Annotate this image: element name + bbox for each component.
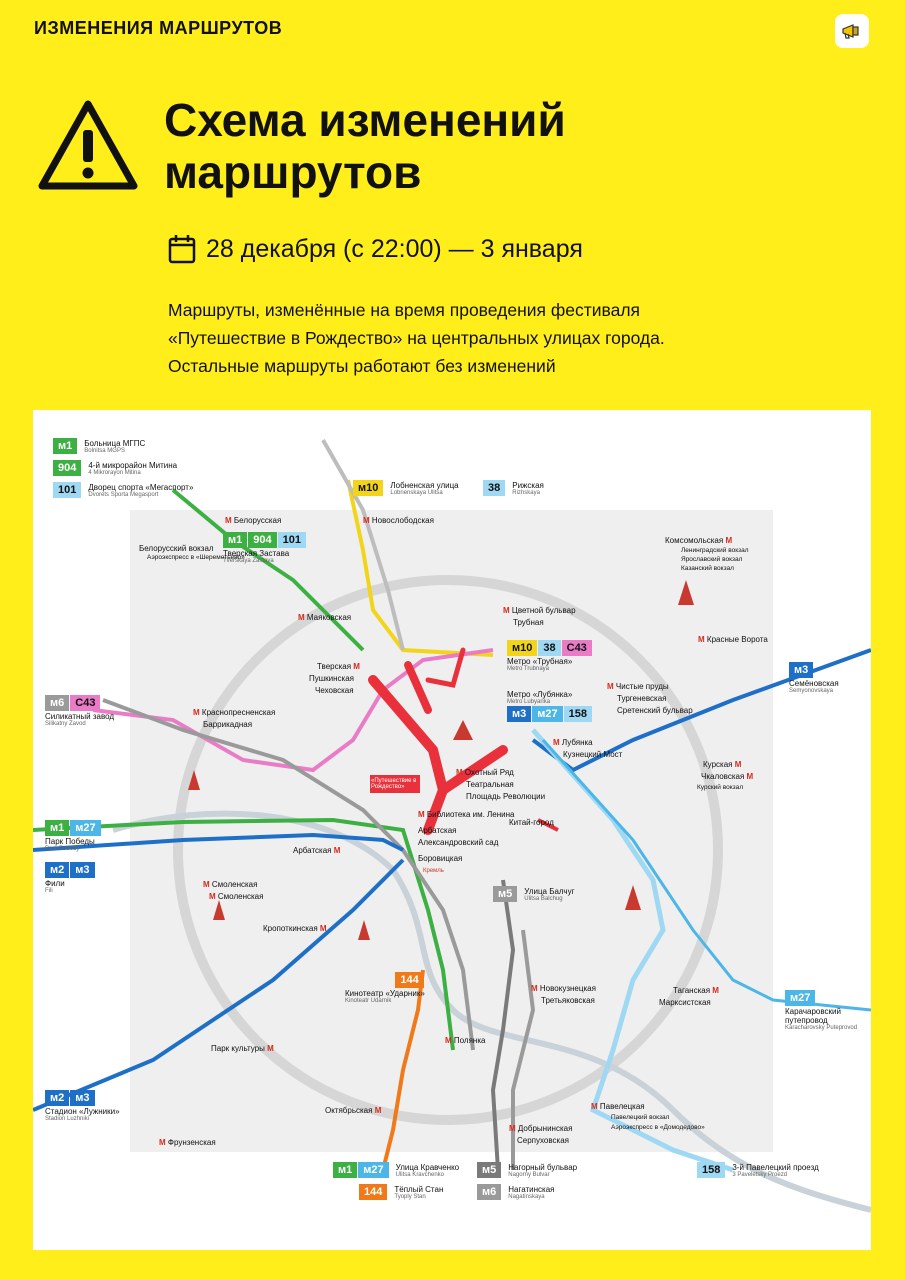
terminal-trubnaya[interactable]: м10 38 С43 Метро «Трубная» Metro Trubnaya: [507, 640, 593, 672]
megaphone-icon: [841, 22, 863, 40]
station-label: Сретенский бульвар: [617, 706, 693, 715]
station-label: М Маяковская: [298, 613, 352, 622]
terminal-lubyanka[interactable]: м3 м27 158 Метро «Лубянка» Metro Lubyanka: [507, 690, 593, 722]
station-label: Китай-город: [509, 818, 554, 827]
terminal-balchug[interactable]: м5 Улица Балчуг Ulitsa Balchug: [493, 886, 574, 902]
station-label: М Новослободская: [363, 516, 434, 525]
terminal-fili[interactable]: м2 м3 Фили Fili: [45, 862, 96, 894]
station-label: Аэроэкспресс в «Домодедово»: [611, 1124, 705, 1131]
station-label: Кузнецкий Мост: [563, 750, 623, 759]
terminal-kravchenko[interactable]: м1 м27 Улица Кравченко Ulitsa Kravchenko: [333, 1162, 459, 1178]
station-label: Кропоткинская М: [263, 924, 327, 933]
terminal-nagorny[interactable]: м5 Нагорный бульвар Nagorny Bulvar: [477, 1162, 577, 1178]
station-label: М Библиотека им. Ленина: [418, 810, 515, 819]
station-label: Баррикадная: [203, 720, 253, 729]
title-line1: Схема изменений: [164, 94, 566, 146]
station-label: Кремль: [423, 868, 444, 874]
route-map[interactable]: [33, 410, 871, 1250]
terminal-luzhniki[interactable]: м2 м3 Стадион «Лужники» Stadion Luzhniki: [45, 1092, 120, 1122]
date-range: 28 декабря (с 22:00) — 3 января: [206, 234, 583, 263]
station-label: М Смоленская: [203, 880, 258, 889]
station-label: Боровицкая: [418, 854, 463, 863]
station-label: М Фрунзенская: [159, 1138, 216, 1147]
terminal-semenovskaya[interactable]: м3 Семёновская Semyonovskaya: [789, 664, 839, 694]
station-label: Театральная: [466, 780, 514, 789]
station-label: М Полянка: [445, 1036, 486, 1045]
legend-label: Дворец спорта «Мегаспорт» Dvorets Sporta Megasport: [88, 482, 194, 498]
terminal-udarnik[interactable]: 144 Кинотеатр «Ударник» Kinoteatr Udarnik: [345, 974, 425, 1004]
desc-line3: Остальные маршруты работают без изменений: [168, 356, 556, 376]
station-label: М Смоленская: [209, 892, 264, 901]
route-chip: 101: [53, 482, 81, 498]
terminal-rizhskaya[interactable]: 38 Рижская Rizhskaya: [483, 480, 544, 496]
station-label: Белорусский вокзал: [139, 544, 214, 553]
route-chip: 904: [53, 460, 81, 476]
terminal-lobnenskaya[interactable]: м10 Лобненская улица Lobnenskaya Ulitsa: [353, 480, 459, 496]
station-label: Трубная: [513, 618, 544, 627]
page-title: [164, 94, 566, 198]
terminal-teply-stan[interactable]: 144 Тёплый Стан Tyoply Stan: [359, 1184, 443, 1200]
terminal-nagatinskaya[interactable]: м6 Нагатинская Nagatinskaya: [477, 1184, 555, 1200]
terminal-silikatny[interactable]: м6 С43 Силикатный завод Silikatny Zavod: [45, 697, 115, 727]
station-label: М Охотный Ряд: [456, 768, 514, 777]
station-label: Ленинградский вокзал: [681, 547, 749, 554]
station-label: Марксистская: [659, 998, 711, 1007]
station-label: М Краснопресненская: [193, 708, 276, 717]
station-label: М Цветной бульвар: [503, 606, 576, 615]
festival-label: «Путешествие в Рождество»: [371, 778, 417, 790]
terminal-park-pobedy[interactable]: м1 м27 Парк Победы Park Pobedy: [45, 820, 102, 852]
section-title: ИЗМЕНЕНИЯ МАРШРУТОВ: [34, 18, 283, 38]
station-label: Площадь Революции: [466, 792, 546, 801]
station-label: Казанский вокзал: [681, 565, 734, 572]
station-label: М Лубянка: [553, 738, 593, 747]
station-label: Серпуховская: [517, 1136, 569, 1145]
station-label: Аэроэкспресс в «Шереметьево»: [147, 554, 245, 561]
station-label: Ярославский вокзал: [681, 556, 743, 563]
desc-line2: «Путешествие в Рождество» на центральных улицах города.: [168, 328, 665, 348]
station-label: Курская М: [703, 760, 742, 769]
station-label: Арбатская: [418, 826, 457, 835]
station-label: М Добрынинская: [509, 1124, 573, 1133]
legend-item: [53, 482, 193, 498]
station-label: Комсомольская М: [665, 536, 733, 545]
station-label: Третьяковская: [541, 996, 595, 1005]
station-label: М Новокузнецкая: [531, 984, 596, 993]
terminal-tverskaya-zastava[interactable]: м1 904 101 Тверская Застава Tverskaya Zastava: [223, 532, 307, 564]
station-label: Курский вокзал: [697, 784, 744, 791]
title-line2: маршрутов: [164, 146, 422, 198]
station-label: Пушкинская: [309, 674, 355, 683]
date-row: [168, 234, 583, 264]
station-label: М Красные Ворота: [698, 635, 768, 644]
station-label: Тургеневская: [617, 694, 667, 703]
station-label: Павелецкий вокзал: [611, 1114, 670, 1121]
legend-item: [53, 460, 177, 476]
route-chip: м1: [53, 438, 77, 454]
station-label: Тверская М: [317, 662, 360, 671]
station-label: Александровский сад: [418, 838, 499, 847]
station-label: Чеховская: [315, 686, 354, 695]
terminal-karacharovsky[interactable]: м27 Карачаровский путепровод Karacharovsky Puteprovod: [785, 992, 858, 1031]
station-label: Таганская М: [673, 986, 719, 995]
description: [168, 296, 808, 380]
calendar-icon: [168, 234, 196, 264]
legend-label: Больница МГПС Bolnitsa MGPS: [84, 438, 146, 454]
desc-line1: Маршруты, изменённые на время проведения фестиваля: [168, 300, 641, 320]
legend-item: [53, 438, 145, 454]
terminal-paveletsky[interactable]: 158 3-й Павелецкий проезд 3 Paveletsky Proezd: [697, 1162, 819, 1178]
station-label: Октябрьская М: [325, 1106, 382, 1115]
station-label: М Чистые пруды: [607, 682, 669, 691]
station-label: М Белорусская: [225, 516, 282, 525]
station-label: М Павелецкая: [591, 1102, 645, 1111]
station-label: Парк культуры М: [211, 1044, 274, 1053]
megaphone-logo[interactable]: [835, 14, 869, 48]
station-label: Арбатская М: [293, 846, 341, 855]
station-label: Чкаловская М: [701, 772, 754, 781]
legend-label: 4-й микрорайон Митина 4 Mikrorayon Mitina: [88, 460, 178, 476]
warning-icon: [36, 98, 140, 194]
